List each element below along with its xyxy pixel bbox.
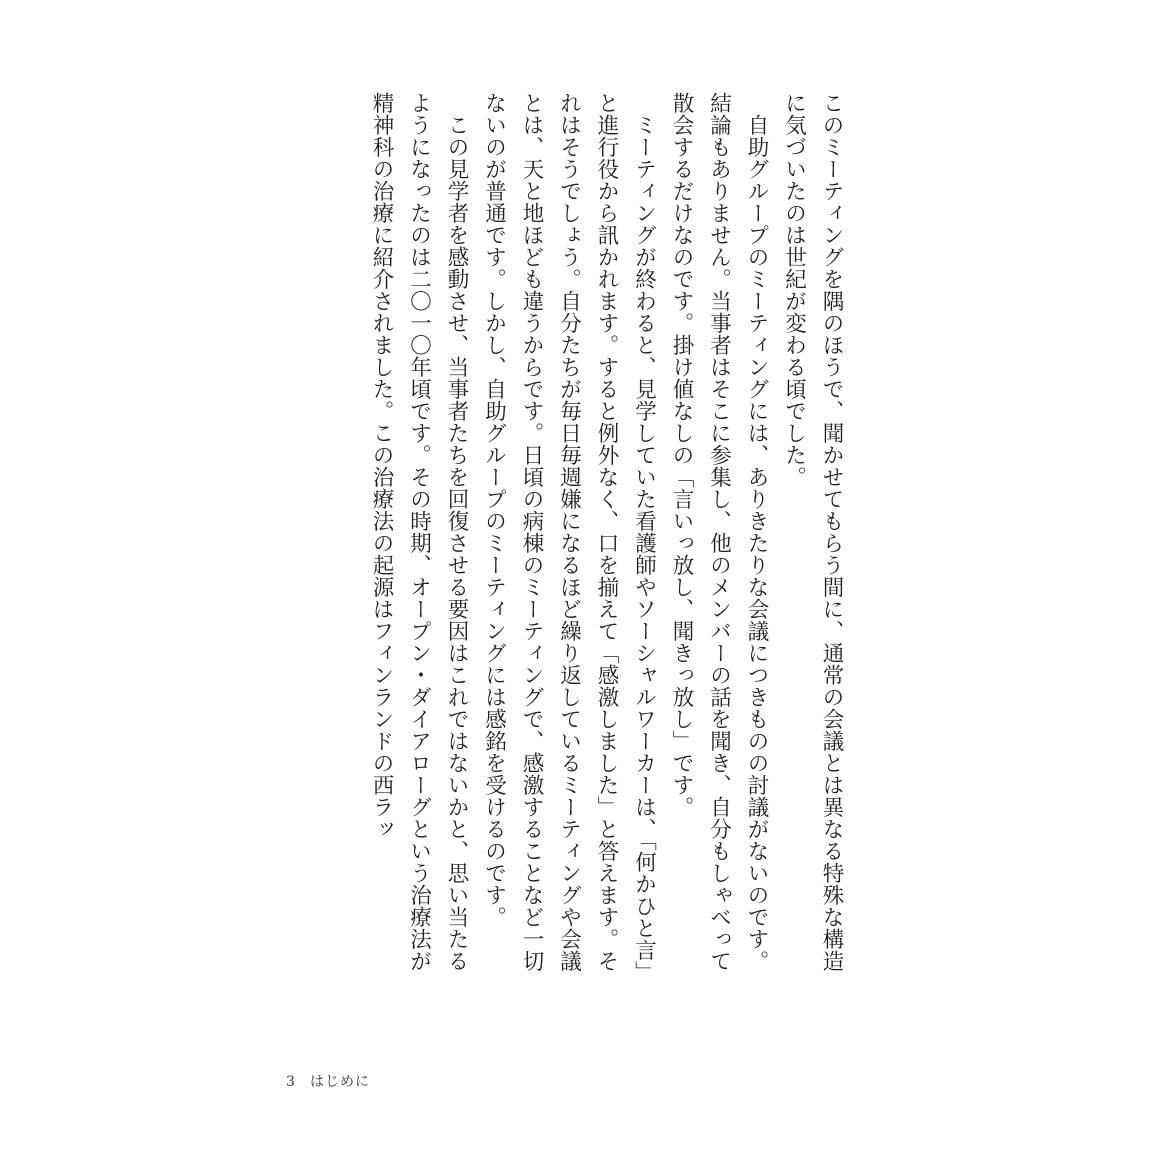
paragraph-4: この見学者を感動させ、当事者たちを回復させる要因はこれではないかと、思い当たるようになったのは二〇一〇年頃です。その時期、オープン・ダイアローグという治療法が精神科の治療に紹介されました。この治療法の起源はフィンランドの西ラッ (369, 92, 469, 972)
paragraph-2: 自助グループのミーティングには、ありきたりな会議につきものの討議がないのです。結論もありません。当事者はそこに参集し、他のメンバーの話を聞き、自分もしゃべって散会するだけなのです。掛け値なしの「言いっ放し、聞きっ放し」です。 (669, 92, 769, 972)
paragraph-3: ミーティングが終わると、見学していた看護師やソーシャルワーカーは、「何かひと言」と進行役から訊かれます。すると例外なく、口を揃えて「感激しました」と答えます。それはそうでしょう。自分たちが毎日毎週嫌になるほど繰り返しているミーティングや会議とは、天と地ほども違うからです。日頃の病棟のミーティングで、感激することなど一切ないのが普通です。しかし、自助グループのミーティングには感銘を受けるのです。 (481, 92, 657, 972)
paragraph-1: このミーティングを隅のほうで、聞かせてもらう間に、通常の会議とは異なる特殊な構造に気づいたのは世紀が変わる頃でした。 (781, 92, 844, 972)
running-head: はじめに (310, 1074, 370, 1090)
body-text (325, 92, 850, 972)
page-number: 3 (286, 1074, 295, 1090)
page-footer (286, 1071, 370, 1091)
